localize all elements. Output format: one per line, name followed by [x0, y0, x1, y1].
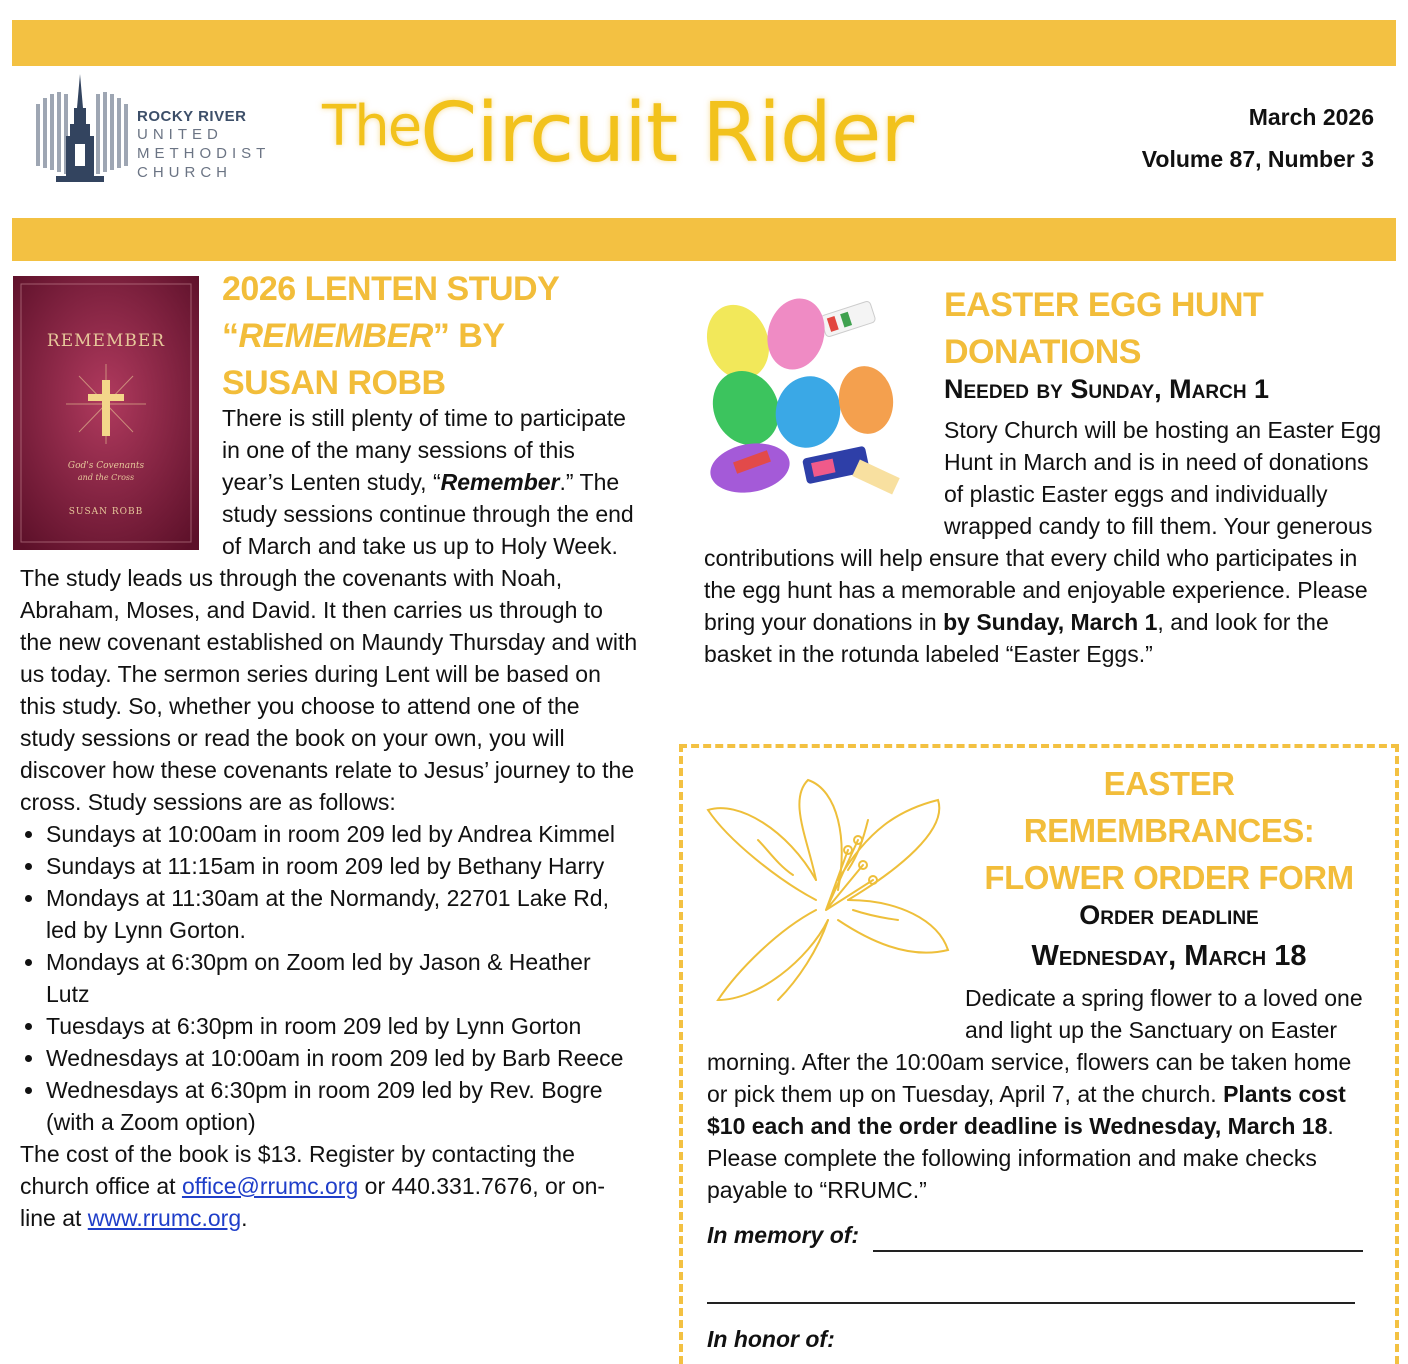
lenten-study-heading — [222, 266, 642, 407]
in-honor-of-label: In honor of: — [707, 1326, 835, 1352]
in-memory-of-field[interactable] — [873, 1250, 1363, 1252]
logo-line-3: METHODIST — [137, 145, 271, 162]
text-wrap-spacer — [707, 982, 965, 1046]
session-item: • Mondays at 6:30pm on Zoom led by Jason & Heather Lutz — [46, 946, 640, 1010]
lenten-heading-author: SUSAN ROBB — [222, 364, 446, 402]
top-banner-bar — [12, 20, 1396, 66]
in-memory-of-field-line-2[interactable] — [707, 1302, 1355, 1304]
lenten-intro-text-2: .” The study sessions continue through the end of March and take us up to Holy Week. The study leads us through the covenants with Noah, Abraham, Moses, and David. It then carries us through to the new covenant established on Maundy Thursday and with us today. The sermon series during Lent will be based on this study. So, whether you choose to attend one of the study sessions or read the book on your own, you will discover how these covenants relate to Jesus’ journey to the cross. Study sessions are as follows: — [20, 469, 638, 815]
cover-subtitle-1: God's Covenants — [67, 461, 145, 471]
website-link[interactable]: www.rrumc.org — [87, 1205, 242, 1231]
order-deadline-label: Order deadline — [1079, 900, 1259, 930]
lenten-heading-by: ” BY — [432, 317, 505, 355]
egg-hunt-body — [704, 414, 1388, 670]
text-wrap-spacer — [704, 414, 944, 542]
lenten-heading-open-quote: “ — [222, 317, 239, 355]
title-main: Circuit Rider — [420, 86, 914, 181]
cost-text-2: or 440.331.7676, or on-line at — [20, 1173, 606, 1231]
lenten-heading-book: REMEMBER — [238, 317, 433, 355]
flower-bold-text: Plants cost $10 each and the order deadline is Wednesday, March 18 — [707, 1081, 1346, 1139]
logo-line-2: UNITED — [137, 126, 223, 143]
egg-hunt-deadline: Needed by Sunday, March 1 — [944, 374, 1270, 404]
logo-line-1: ROCKY RIVER — [137, 108, 247, 125]
flower-order-heading: EASTER REMEMBRANCES: FLOWER ORDER FORM — [984, 765, 1354, 896]
session-item: • Sundays at 11:15am in room 209 led by Bethany Harry — [46, 850, 640, 882]
book-cost-paragraph — [20, 1138, 640, 1234]
session-item: • Tuesdays at 6:30pm in room 209 led by Lynn Gorton — [46, 1010, 640, 1042]
header-bottom-bar — [12, 218, 1396, 261]
cover-subtitle-2: and the Cross — [77, 473, 135, 482]
in-memory-of-label: In memory of: — [707, 1222, 860, 1248]
cover-title: REMEMBER — [46, 331, 166, 351]
order-deadline-date: Wednesday, March 18 — [1031, 940, 1307, 972]
issue-volume: Volume 87, Number 3 — [1141, 146, 1374, 172]
lenten-study-body — [20, 402, 640, 1234]
egg-hunt-text: Story Church will be hosting an Easter Egg Hunt in March and is in need of donations of plastic Easter eggs and individually wrapped candy to fill them. Your generous contributions will help ensure that every child who participates in the egg hunt has a memorable and enjoyable experience. Please bring your donations in — [704, 417, 1382, 635]
egg-hunt-heading: EASTER EGG HUNT DONATIONS — [944, 286, 1264, 371]
flower-text: Dedicate a spring flower to a loved one and light up the Sanctuary on Easter morning. After the 10:00am service, flowers can be taken home or pick them up on Tuesday, April 7, at the church. — [707, 985, 1363, 1107]
title-the: The — [322, 94, 421, 159]
lenten-intro-book: Remember — [440, 469, 560, 495]
flower-text-2: . Please complete the following information and make checks payable to “RRUMC.” — [707, 1113, 1334, 1203]
flower-order-body — [707, 982, 1367, 1206]
lenten-intro-text: There is still plenty of time to participate in one of the many sessions of this year’s Lenten study, “ — [222, 405, 626, 495]
lily-flower-icon — [698, 770, 960, 1010]
issue-info — [1142, 96, 1374, 180]
cost-text: The cost of the book is $13. Register by contacting the church office at — [20, 1141, 575, 1199]
study-sessions-list — [20, 818, 640, 1138]
session-item: • Sundays at 10:00am in room 209 led by Andrea Kimmel — [46, 818, 640, 850]
logo-line-4: CHURCH — [137, 164, 232, 181]
session-item: • Wednesdays at 10:00am in room 209 led by Barb Reece — [46, 1042, 640, 1074]
text-wrap-spacer — [20, 402, 222, 550]
cost-text-3: . — [241, 1205, 248, 1231]
logo-wordmark — [137, 108, 287, 182]
office-email-link[interactable]: office@rrumc.org — [181, 1173, 359, 1199]
egg-hunt-text-2: , and look for the basket in the rotunda labeled “Easter Eggs.” — [704, 609, 1329, 667]
cover-author: SUSAN ROBB — [68, 507, 144, 517]
lenten-heading-line-1: 2026 LENTEN STUDY — [222, 270, 560, 308]
session-item: • Wednesdays at 6:30pm in room 209 led by Rev. Bogre (with a Zoom option) — [46, 1074, 640, 1138]
newsletter-title — [322, 86, 913, 206]
egg-hunt-bold-date: by Sunday, March 1 — [943, 609, 1158, 635]
issue-date: March 2026 — [1248, 104, 1374, 130]
session-item: • Mondays at 11:30am at the Normandy, 22701 Lake Rd, led by Lynn Gorton. — [46, 882, 640, 946]
